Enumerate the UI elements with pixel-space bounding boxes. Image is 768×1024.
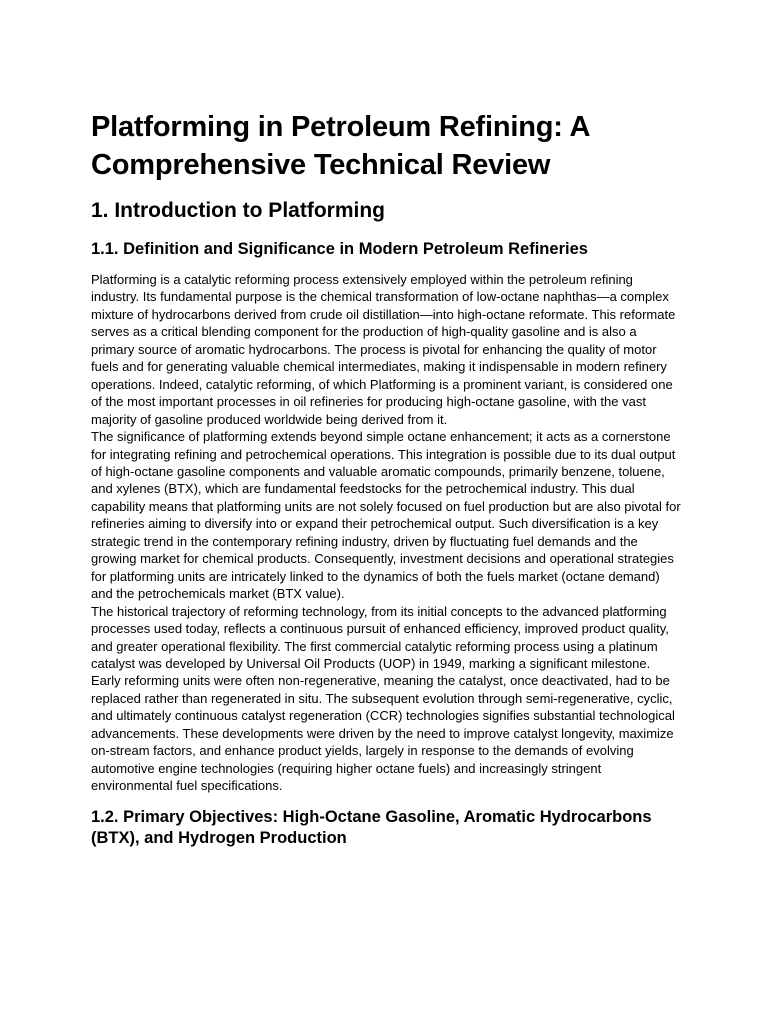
subsection-heading-definition: 1.1. Definition and Significance in Modern Petroleum Refineries: [91, 240, 588, 258]
subsection-heading-objectives: 1.2. Primary Objectives: High-Octane Gasoline, Aromatic Hydrocarbons (BTX), and Hydrogen Production: [91, 807, 652, 847]
section-heading-introduction: 1. Introduction to Platforming: [91, 199, 385, 222]
document-body: [91, 108, 683, 860]
document-title: Platforming in Petroleum Refining: A Comprehensive Technical Review: [91, 111, 590, 181]
paragraph-history: The historical trajectory of reforming technology, from its initial concepts to the advanced platforming processes used today, reflects a continuous pursuit of enhanced efficiency, improved product quality, and greater operational flexibility. The first commercial catalytic reforming process using a platinum catalyst was developed by Universal Oil Products (UOP) in 1949, marking a significant milestone. Early reforming units were often non-regenerative, meaning the catalyst, once deactivated, had to be replaced rather than regenerated in situ. The subsequent evolution through semi-regenerative, cyclic, and ultimately continuous catalyst regeneration (CCR) technologies signifies substantial technological advancements. These developments were driven by the need to improve catalyst longevity, maximize on-stream factors, and enhance product yields, largely in response to the demands of evolving automotive engine technologies (requiring higher octane fuels) and increasingly stringent environmental fuel specifications.: [91, 603, 675, 794]
paragraph-significance: The significance of platforming extends beyond simple octane enhancement; it acts as a cornerstone for integrating refining and petrochemical operations. This integration is possible due to its dual output of high-octane gasoline components and valuable aromatic compounds, primarily benzene, toluene, and xylenes (BTX), which are fundamental feedstocks for the petrochemical industry. This dual capability means that platforming units are not solely focused on fuel production but are also pivotal for refineries aiming to diversify into or expand their petrochemical output. Such diversification is a key strategic trend in the contemporary refining industry, driven by fluctuating fuel demands and the growing market for chemical products. Consequently, investment decisions and operational strategies for platforming units are intricately linked to the dynamics of both the fuels market (octane demand) and the petrochemicals market (BTX value).: [91, 429, 681, 602]
paragraph-definition: Platforming is a catalytic reforming process extensively employed within the petroleum refining industry. Its fundamental purpose is the chemical transformation of low-octane naphthas—a complex mixture of hydrocarbons derived from crude oil distillation—into high-octane reformate. This reformate serves as a critical blending component for the production of high-quality gasoline and is also a primary source of aromatic hydrocarbons. The process is pivotal for enhancing the quality of motor fuels and for generating valuable chemical intermediates, making it indispensable in modern refinery operations. Indeed, catalytic reforming, of which Platforming is a prominent variant, is considered one of the most important processes in oil refineries for producing high-octane gasoline, with the vast majority of gasoline produced worldwide being derived from it.: [91, 272, 676, 427]
